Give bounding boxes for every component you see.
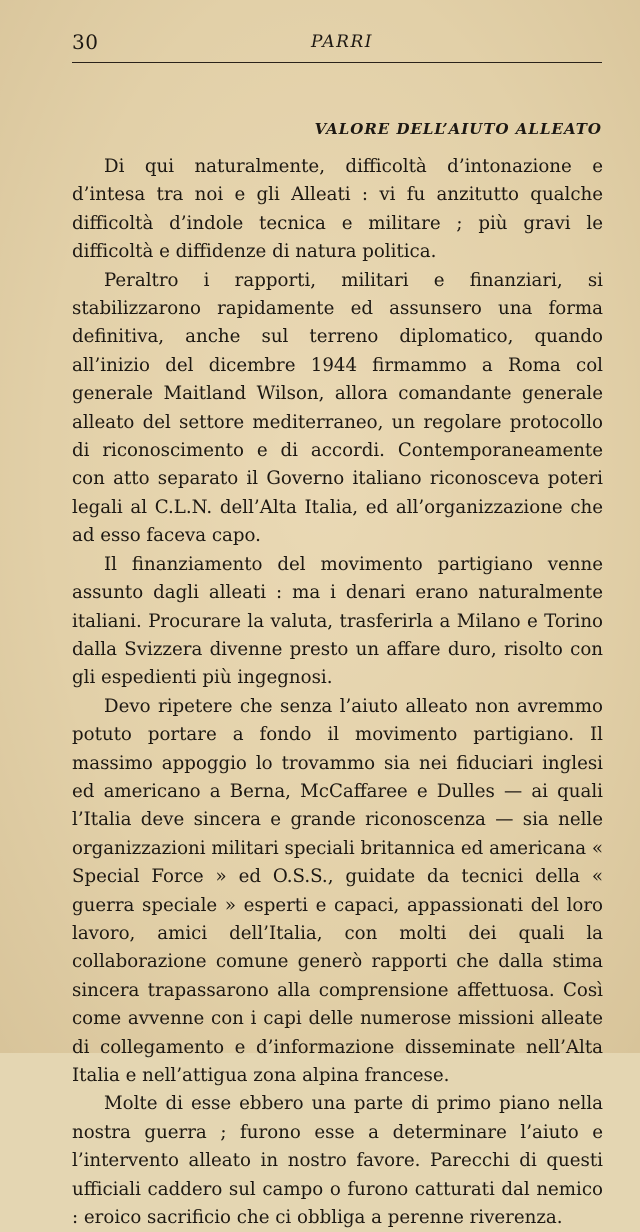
paragraph: Di qui naturalmente, difficoltà d’intonazione e d’intesa tra noi e gli Alleati : vi fu anzitutto qualche difficoltà d’indole tecnica e militare ; più gravi le difficoltà e diffidenze di natura politica. [72, 156, 603, 263]
paragraph: Il finanziamento del movimento partigiano venne assunto dagli alleati : ma i denari erano naturalmente italiani. Procurare la valuta, trasferirla a Milano e Torino dalla Svizzera divenne presto un affare duro, risolto con gli espedienti più ingegnosi. [72, 553, 603, 689]
page-number: 30 [72, 30, 99, 54]
paragraph: Devo ripetere che senza l’aiuto alleato non avremmo potuto portare a fondo il movimento partigiano. Il massimo appoggio lo trovammo sia nei fiduciari inglesi ed americano a Berna, McCaffaree e Dulles — ai quali l’Italia deve sincera e grande riconoscenza — sia nelle organizzazioni militari speciali britannica ed americana « Special Force » ed O.S.S., guidate da tecnici della « guerra speciale » esperti e capaci, appassionati del loro lavoro, amici dell’Italia, con molti dei quali la collaborazione comune generò rapporti che dalla stima sincera trapassarono alla comprensione affettuosa. Così come avvenne con i capi delle numerose missioni alleate di collegamento e d’informazione disseminate nell’Alta Italia e nell’attigua zona alpina francese. [72, 695, 603, 1086]
paragraph: Molte di esse ebbero una parte di primo piano nella nostra guerra ; furono esse a determinare l’aiuto e l’intervento alleato in nostro favore. Parecchi di questi ufficiali caddero sul campo o furono catturati dal nemico : eroico sacrificio che ci obbliga a perenne riverenza. [72, 1093, 603, 1229]
body-text [72, 153, 603, 1232]
paragraph: Peraltro i rapporti, militari e finanziari, si stabilizzarono rapidamente ed assunsero una forma definitiva, anche sul terreno diplomatico, quando all’inizio del dicembre 1944 firmammo a Roma col generale Maitland Wilson, allora comandante generale alleato del settore mediterraneo, un regolare protocollo di riconoscimento e di accordi. Contemporaneamente con atto separato il Governo italiano riconosceva poteri legali al C.L.N. dell’Alta Italia, ed all’organizzazione che ad esso faceva capo. [72, 269, 603, 547]
running-head: PARRI [311, 32, 373, 52]
page-header [72, 30, 602, 60]
header-rule [72, 62, 602, 63]
section-title: VALORE DELL’AIUTO ALLEATO [314, 120, 602, 138]
